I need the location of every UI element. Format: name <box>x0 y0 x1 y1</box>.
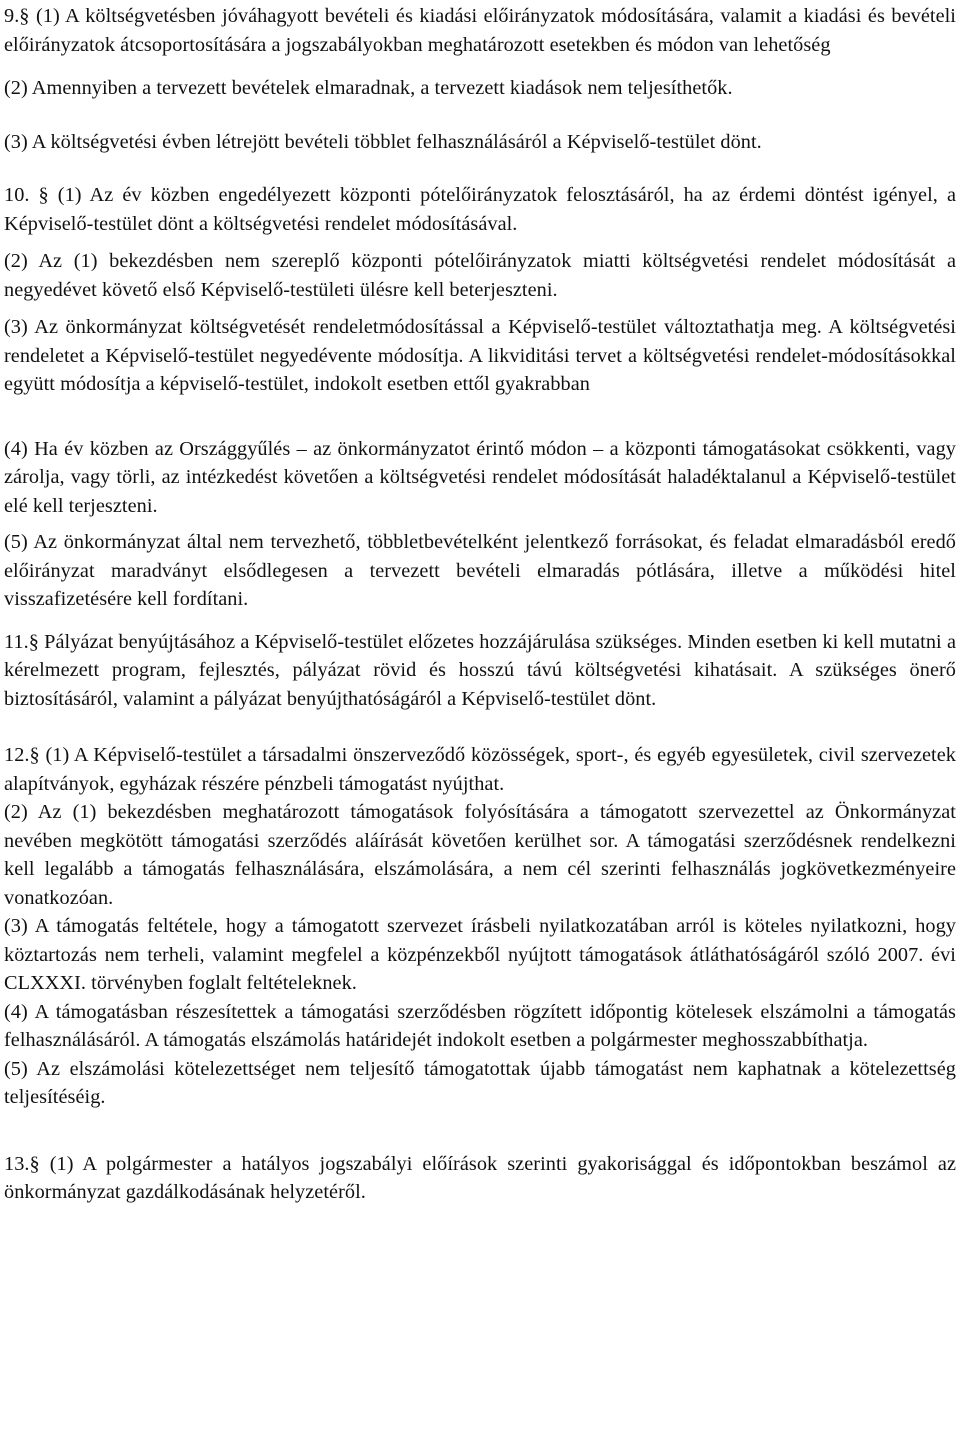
paragraph-9-2: (2) Amennyiben a tervezett bevételek elmaradnak, a tervezett kiadások nem teljesíthetők. <box>4 77 733 99</box>
paragraph-12-5: (5) Az elszámolási kötelezettséget nem teljesítő támogatottak újabb támogatást nem kaphatnak a kötelezettség teljesítéséig. <box>4 1057 956 1108</box>
paragraph-9-1: 9.§ (1) A költségvetésben jóváhagyott bevételi és kiadási előirányzatok módosítására, valamit a kiadási és bevételi előirányzatok átcsoportosítására a jogszabályokban meghatározott esetekben és módon van lehetőség <box>4 5 956 56</box>
paragraph-10-1: 10. § (1) Az év közben engedélyezett központi pótelőirányzatok felosztásáról, ha az érdemi döntést igényel, a Képviselő-testület dönt a költségvetési rendelet módosításával. <box>4 184 956 235</box>
paragraph-9-3: (3) A költségvetési évben létrejött bevételi többlet felhasználásáról a Képviselő-testület dönt. <box>4 130 762 153</box>
paragraph-10-3: (3) Az önkormányzat költségvetését rendeletmódosítással a Képviselő-testület változtathatja meg. A költségvetési rendeletet a Képviselő-testület negyedévente módosítja. A likviditási tervet a költségvetési rendelet-módosításokkal együtt módosítja a képviselő-testület, indokolt esetben ettől gyakrabban <box>4 316 956 395</box>
paragraph-12-2: (2) Az (1) bekezdésben meghatározott támogatások folyósítására a támogatott szervezettel az Önkormányzat nevében megkötött támogatási szerződés aláírását követően kerülhet sor. A támogatási szerződésnek rendelkezni kell legalább a támogatás felhasználására, elszámolására, a nem cél szerinti felhasználás jogkövetkezményeire vonatkozóan. <box>4 801 956 909</box>
paragraph-10-5: (5) Az önkormányzat által nem tervezhető, többletbevételként jelentkező forrásokat, és feladat elmaradásból eredő előirányzat maradványt elsődlegesen a tervezett bevételi elmaradás pótlására, illetve a működési hitel visszafizetésére kell fordítani. <box>4 531 956 610</box>
paragraph-12-1: 12.§ (1) A Képviselő-testület a társadalmi önszerveződő közösségek, sport-, és egyéb egyesületek, civil szervezetek alapítványok, egyházak részére pénzbeli támogatást nyújthat. <box>4 744 956 795</box>
paragraph-10-2: (2) Az (1) bekezdésben nem szereplő központi pótelőirányzatok miatti költségvetési rendelet módosítását a negyedévet követő első Képviselő-testületi ülésre kell beterjeszteni. <box>4 250 956 301</box>
paragraph-12-3: (3) A támogatás feltétele, hogy a támogatott szervezet írásbeli nyilatkozatában arról is köteles nyilatkozni, hogy köztartozás nem terheli, valamint megfelel a közpénzekből nyújtott támogatások átláthatóságáról szóló 2007. évi CLXXXI. törvényben foglalt feltételeknek. <box>4 915 956 994</box>
paragraph-13-1: 13.§ (1) A polgármester a hatályos jogszabályi előírások szerinti gyakorisággal és időpontokban beszámol az önkormányzat gazdálkodásának helyzetéről. <box>4 1152 956 1203</box>
paragraph-10-4: (4) Ha év közben az Országgyűlés – az önkormányzatot érintő módon – a központi támogatásokat csökkenti, vagy zárolja, vagy törli, az intézkedést követően a költségvetési rendelet módosítását haladéktalanul a Képviselő-testület elé kell terjeszteni. <box>4 437 956 517</box>
paragraph-12-4: (4) A támogatásban részesítettek a támogatási szerződésben rögzített időpontig kötelesek elszámolni a támogatás felhasználásáról. A támogatás elszámolás határidejét indokolt esetben a polgármester meghosszabbíthatja. <box>4 1000 956 1051</box>
paragraph-11: 11.§ Pályázat benyújtásához a Képviselő-testület előzetes hozzájárulása szükséges. Minden esetben ki kell mutatni a kérelmezett program, fejlesztés, pályázat rövid és hosszú távú költségvetési kihatásait. A szükséges önerő biztosításáról, valamint a pályázat benyújthatóságáról a Képviselő-testület dönt. <box>4 630 956 710</box>
